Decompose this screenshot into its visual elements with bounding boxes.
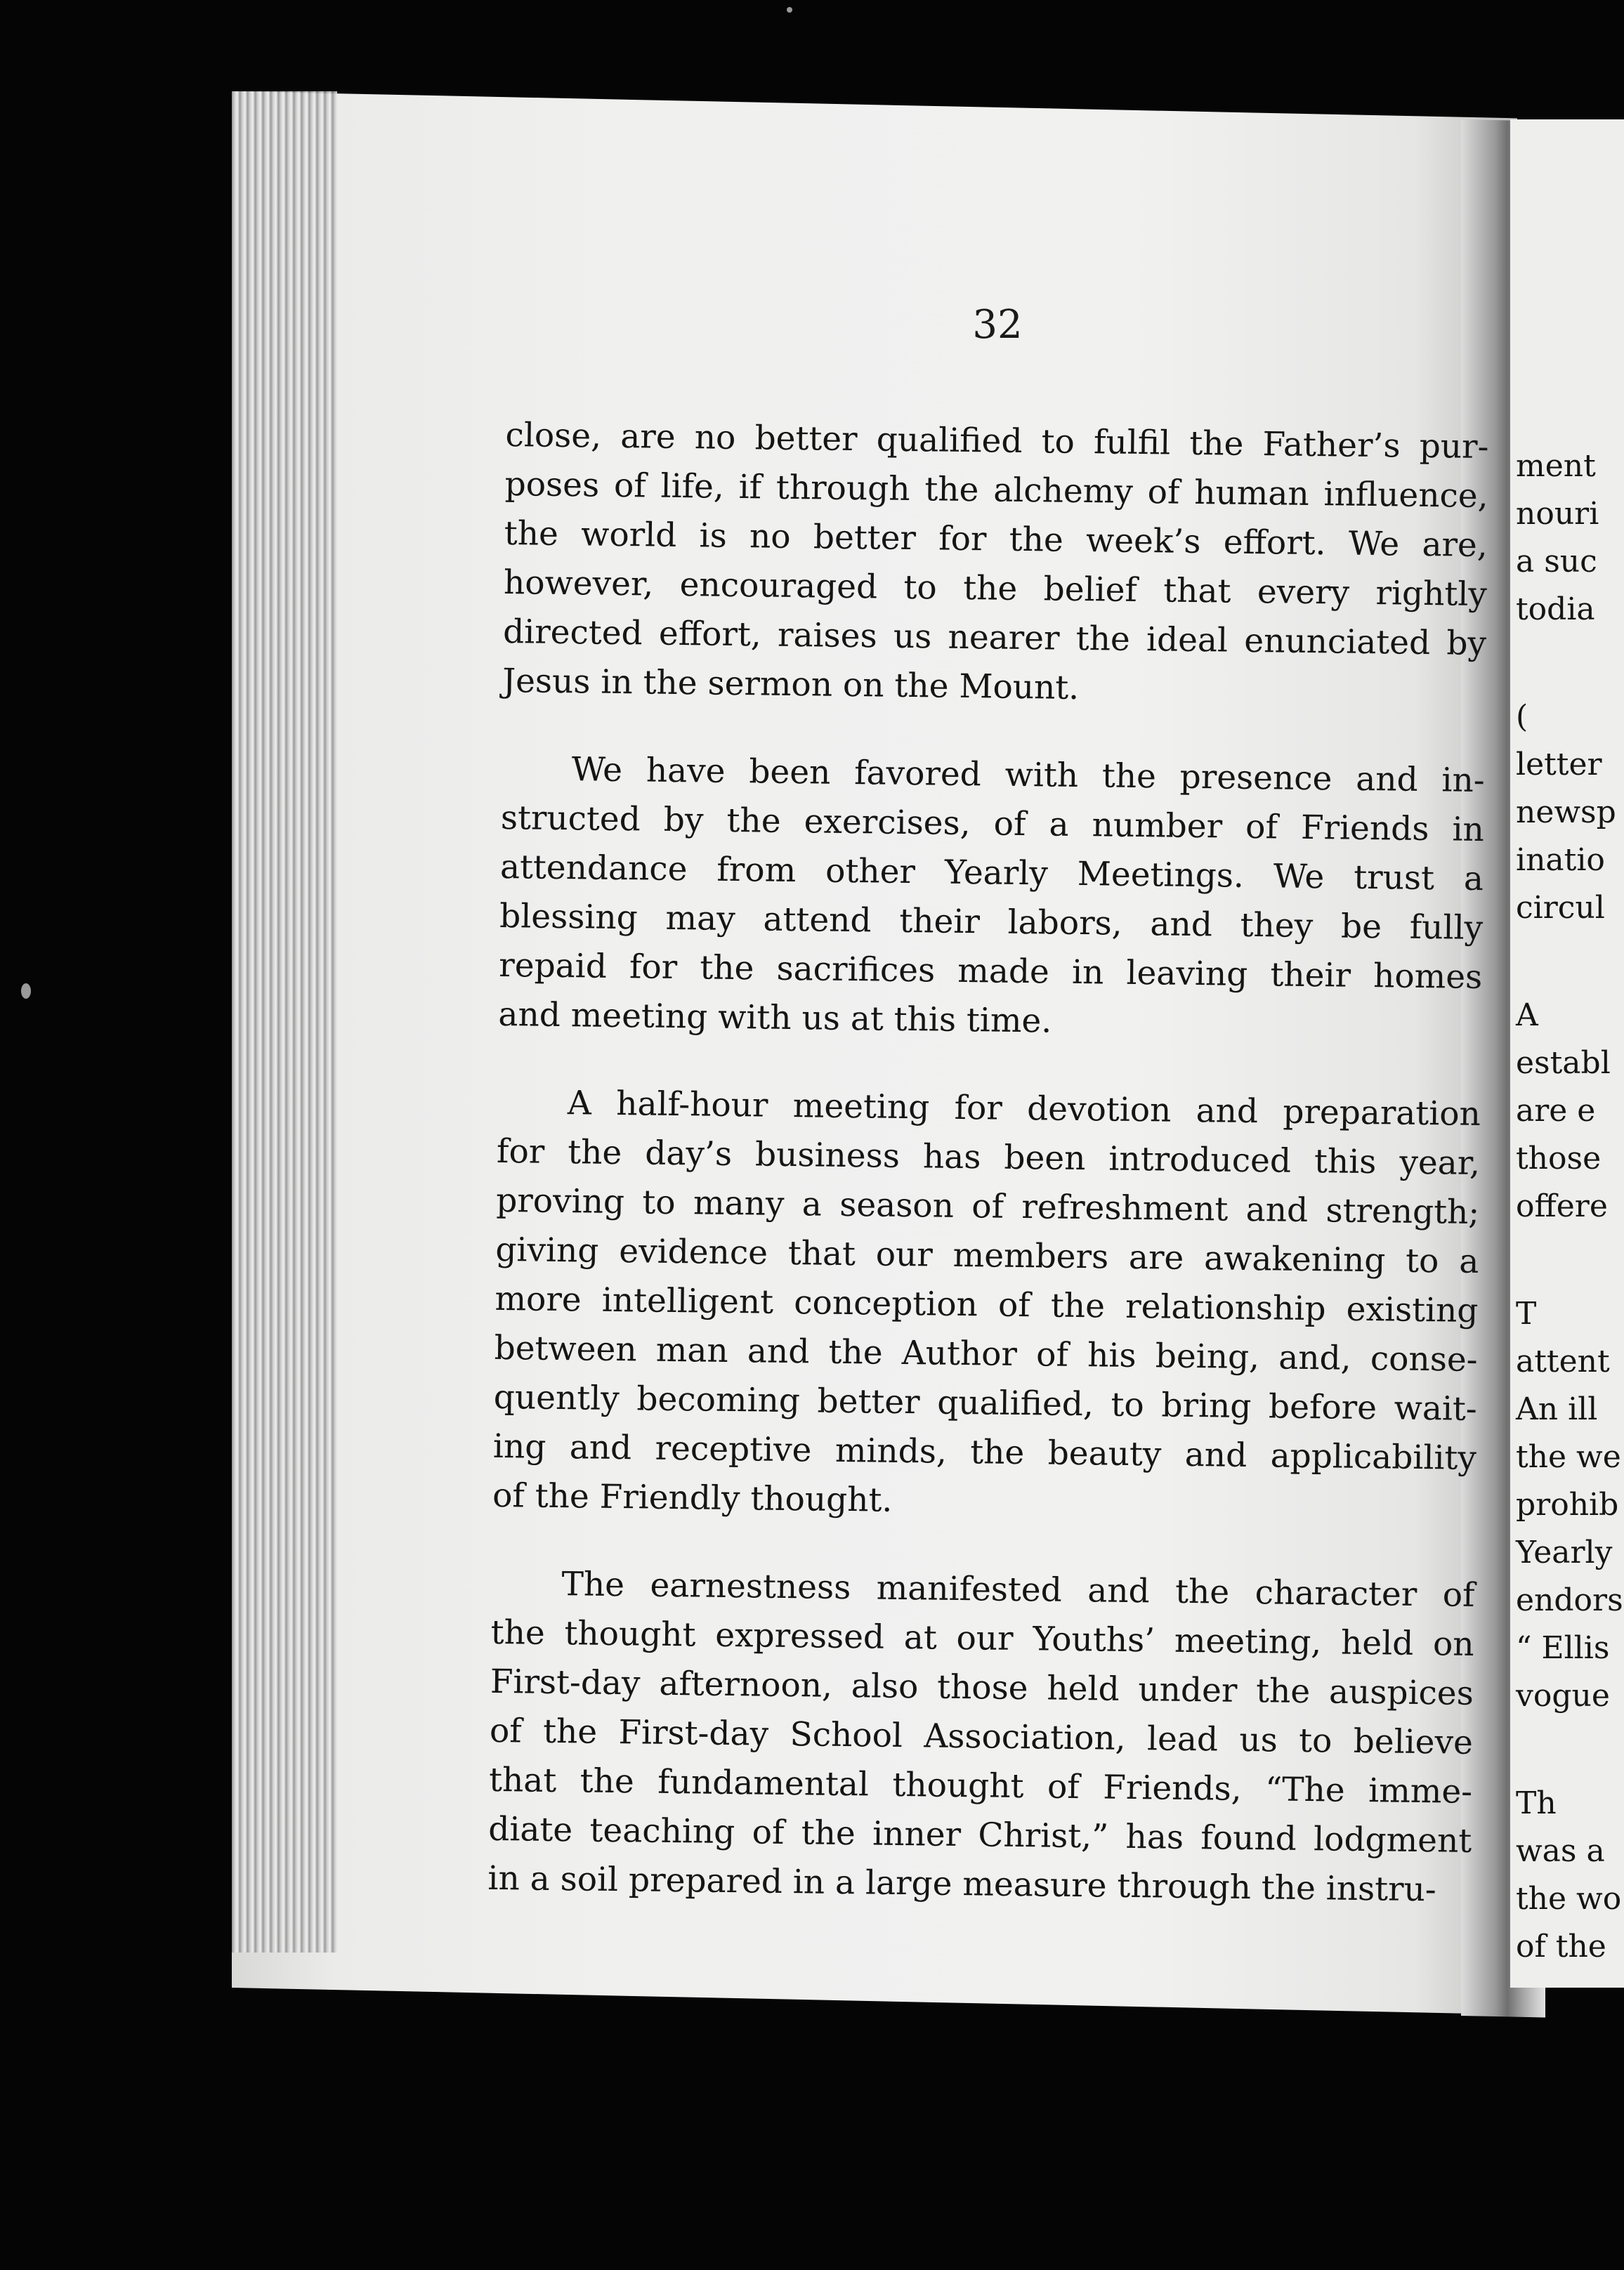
text-line: in a soil prepared in a large measure through the instru-	[487, 1858, 1437, 1910]
right-page-fragment: vogue	[1516, 1678, 1610, 1714]
right-page-fragment: establ	[1516, 1045, 1611, 1081]
paragraph-gap	[1516, 1720, 1624, 1780]
right-page-fragment: offere	[1516, 1188, 1608, 1224]
page-number: 32	[972, 302, 1023, 348]
right-page-fragment: of the	[1516, 1929, 1606, 1964]
text-line: of the Friendly thought.	[492, 1476, 893, 1520]
scan-speck	[21, 983, 31, 999]
right-page-fragment: those	[1516, 1141, 1602, 1176]
text-line: of the First-day School Association, lead us to believe	[489, 1711, 1474, 1762]
text-line: poses of life, if through the alchemy of human influence,	[504, 464, 1488, 516]
text-line: diate teaching of the inner Christ,” has found lodgment	[487, 1809, 1472, 1861]
paragraph-gap	[1516, 1231, 1624, 1290]
right-page-fragment: newsp	[1516, 794, 1616, 830]
text-line: directed effort, raises us nearer the ideal enunciated by	[502, 612, 1487, 664]
text-line: attendance from other Yearly Meetings. We trust a	[499, 847, 1484, 899]
right-page-fragment: are e	[1516, 1093, 1596, 1129]
right-page-fragment: “ Ellis	[1516, 1630, 1610, 1666]
paragraph	[487, 1559, 1475, 1915]
text-line: more intelligent conception of the relationship existing	[495, 1279, 1479, 1331]
paragraph-gap	[1516, 634, 1624, 693]
text-line: between man and the Author of his being, and, conse-	[494, 1328, 1478, 1380]
text-line: ing and receptive minds, the beauty and applicability	[492, 1426, 1477, 1478]
right-page-fragment: the we	[1516, 1439, 1621, 1475]
paragraph	[502, 411, 1489, 718]
right-page-fragment: letter	[1516, 747, 1602, 782]
text-line: blessing may attend their labors, and they be fully	[499, 896, 1484, 948]
text-line: the thought expressed at our Youths’ meeting, held on	[490, 1613, 1474, 1664]
scan-speck	[787, 7, 792, 13]
paragraph-gap	[1516, 932, 1624, 992]
right-page-fragment: endors	[1516, 1582, 1623, 1618]
text-line: giving evidence that our members are awakening to a	[495, 1230, 1479, 1282]
right-page-fragment: attent	[1516, 1344, 1610, 1379]
text-line: repaid for the sacrifices made in leaving their homes	[499, 945, 1483, 997]
right-page-fragment: prohib	[1516, 1487, 1619, 1523]
text-line: structed by the exercises, of a number of Friends in	[500, 798, 1485, 850]
right-page-fragment: was a	[1516, 1833, 1605, 1869]
page-edges	[232, 91, 337, 1953]
right-page-fragment: (	[1516, 699, 1528, 735]
paragraph	[498, 744, 1485, 1051]
text-line: however, encouraged to the belief that every rightly	[503, 563, 1488, 615]
text-line: The earnestness manifested and the character of	[561, 1565, 1475, 1615]
text-line: We have been favored with the presence and in-	[571, 750, 1486, 801]
text-line: proving to many a season of refreshment and strength;	[495, 1181, 1480, 1233]
text-line: close, are no better qualified to fulfil the Father’s pur-	[505, 415, 1489, 467]
page-text	[487, 411, 1489, 1954]
paragraph	[492, 1078, 1481, 1533]
right-page-fragment: the wo	[1516, 1881, 1622, 1917]
right-page-fragment: circul	[1516, 890, 1605, 926]
right-page-fragment: a suc	[1516, 544, 1597, 579]
right-page-fragment: T	[1516, 1296, 1537, 1332]
text-line: Jesus in the sermon on the Mount.	[502, 661, 1080, 707]
right-page-fragment: inatio	[1516, 842, 1605, 878]
right-page-fragment: Yearly	[1516, 1535, 1613, 1570]
right-page-fragment: Th	[1516, 1785, 1557, 1821]
right-page-fragment: nouri	[1516, 496, 1599, 532]
text-line: quently becoming better qualified, to bring before wait-	[493, 1377, 1478, 1429]
text-line: for the day’s business has been introduced this year,	[496, 1131, 1481, 1183]
text-line: that the fundamental thought of Friends, “The imme-	[488, 1760, 1473, 1811]
text-line: First-day afternoon, also those held under the auspices	[490, 1662, 1474, 1713]
right-page-fragment: A	[1516, 997, 1538, 1033]
right-page-fragment: An ill	[1516, 1391, 1598, 1427]
right-page-fragment: todia	[1516, 591, 1595, 627]
right-page-fragment: ment	[1516, 448, 1596, 484]
right-page-text	[1516, 442, 1624, 1971]
text-line: and meeting with us at this time.	[498, 995, 1052, 1041]
text-line: A half-hour meeting for devotion and preparation	[567, 1084, 1481, 1134]
text-line: the world is no better for the week’s effort. We are,	[504, 513, 1488, 565]
